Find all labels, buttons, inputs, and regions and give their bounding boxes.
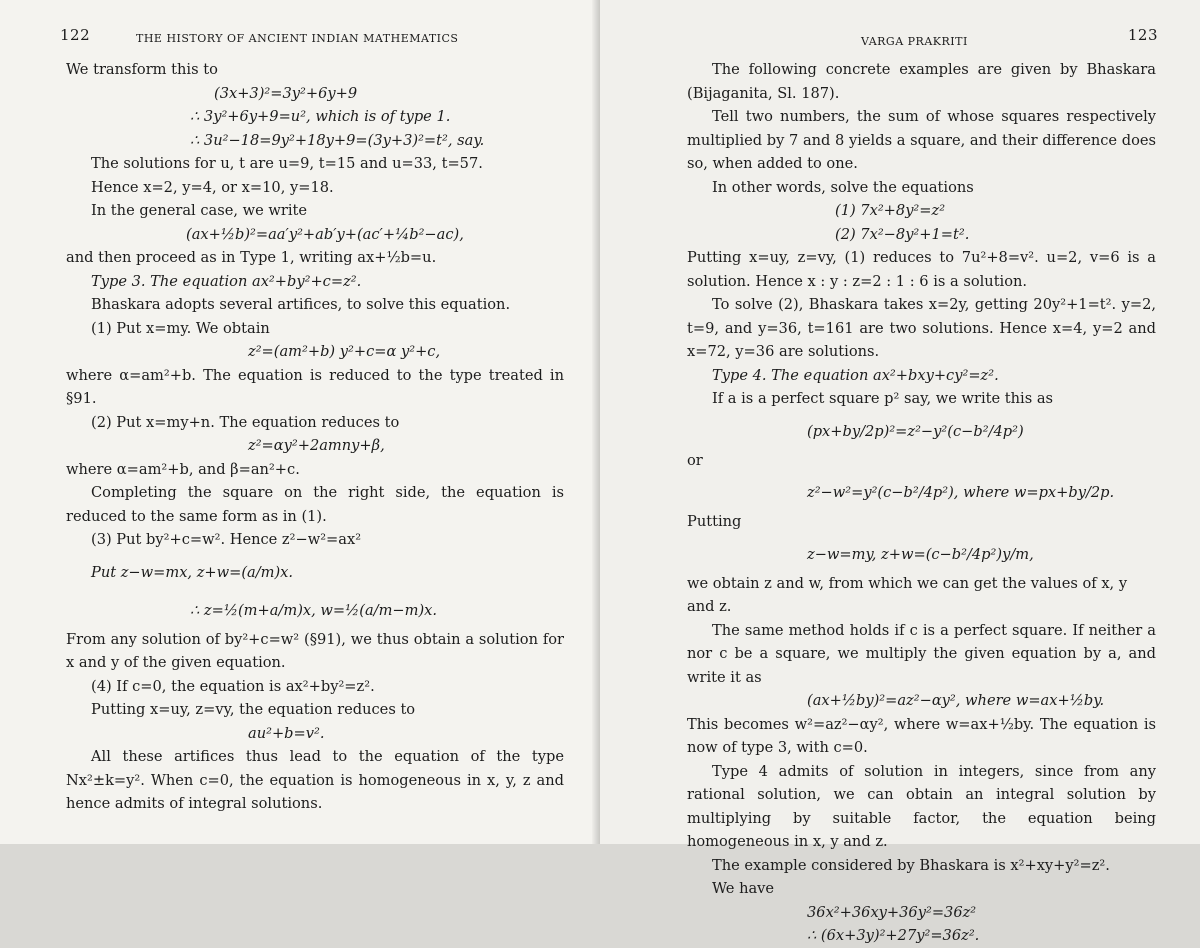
right-equation-7: 36x²+36xy+36y²=36z² (807, 903, 977, 921)
left-type3-caption: Type 3. The equation ax²+by²+c=z². (91, 272, 362, 290)
left-line-1: We transform this to (66, 61, 218, 78)
left-page (0, 0, 600, 844)
right-line-19: Type 4 admits of solution in integers, since from any rational solution, we can obtain an integral solution by multiplying by suitable factor, the equation being homogeneous in x, y and z. (687, 762, 1156, 850)
right-type4-caption: Type 4. The equation ax²+bxy+cy²=z². (712, 366, 999, 384)
right-line-15: we obtain z and w, from which we can get the values of x, y and z. (687, 574, 1128, 615)
left-line-23: (4) If c=0, the equation is ax²+by²=z². (91, 677, 375, 695)
left-line-24: Putting x=uy, z=vy, the equation reduces to (91, 701, 416, 718)
right-page-body (687, 58, 1156, 948)
right-line-1: The following concrete examples are given by Bhaskara (Bijaganita, Sl. 187). (687, 61, 1156, 102)
left-equation-9: au²+b=v². (248, 724, 325, 742)
right-line-or: or (687, 451, 703, 469)
left-equation-6: z²=αy²+2amny+β, (248, 437, 385, 454)
left-equation-4: (ax+½b)²=aa′y²+ab′y+(ac′+¼b²−ac), (186, 225, 464, 243)
right-line-21: We have (712, 880, 775, 897)
left-equation-7: Put z−w=mx, z+w=(a/m)x. (91, 563, 294, 581)
right-line-putting: Putting (687, 513, 742, 530)
left-page-body (66, 58, 564, 816)
left-line-15: (2) Put x=my+n. The equation reduces to (91, 413, 400, 431)
right-line-16: The same method holds if c is a perfect square. If neither a nor c be a square, we multiply the given equation by a, and write it as (687, 621, 1156, 686)
right-equation-8: ∴ (6x+3y)²+27y²=36z². (807, 927, 980, 944)
right-equation-5: z−w=my, z+w=(c−b²/4p²)y/m, (807, 545, 1034, 563)
right-line-2: Tell two numbers, the sum of whose squares respectively multiplied by 7 and 8 yields a square, and their difference does so, when added to one. (687, 108, 1156, 172)
left-line-26: All these artifices thus lead to the equation of the type Nx²±k=y². When c=0, the equation is homogeneous in x, y, z and hence admits of integral solutions. (66, 748, 564, 812)
right-equation-3: (px+by/2p)²=z²−y²(c−b²/4p²) (807, 422, 1024, 440)
left-line-17: where α=am²+b, and β=an²+c. (66, 460, 300, 478)
left-line-22: From any solution of by²+c=w² (§91), we thus obtain a solution for x and y of the given equation. (66, 630, 564, 671)
right-equation-4: z²−w²=y²(c−b²/4p²), where w=px+by/2p. (807, 484, 1115, 501)
left-line-5: The solutions for u, t are u=9, t=15 and u=33, t=57. (91, 155, 483, 172)
left-line-7: In the general case, we write (91, 202, 308, 219)
left-equation-5: z²=(am²+b) y²+c=α y²+c, (248, 343, 441, 360)
right-equation-2: (2) 7x²−8y²+1=t². (835, 225, 970, 243)
right-line-3: In other words, solve the equations (712, 178, 974, 196)
right-running-head (687, 24, 1156, 58)
left-equation-2: ∴ 3y²+6y+9=u², which is of type 1. (190, 108, 451, 125)
right-line-20: The example considered by Bhaskara is x²+xy+y²=z². (712, 856, 1110, 874)
right-page-number: 123 (1127, 26, 1158, 44)
left-line-12: (1) Put x=my. We obtain (91, 319, 270, 337)
left-line-11: Bhaskara adopts several artifices, to solve this equation. (91, 296, 511, 313)
right-running-title: VARGA PRAKRITI (861, 35, 968, 48)
left-line-19: (3) Put by²+c=w². Hence z²−w²=ax² (91, 531, 362, 548)
left-equation-3: ∴ 3u²−18=9y²+18y+9=(3y+3)²=t², say. (190, 131, 485, 149)
left-running-title: THE HISTORY OF ANCIENT INDIAN MATHEMATICS (136, 32, 459, 45)
left-page-number: 122 (60, 26, 91, 44)
left-line-6: Hence x=2, y=4, or x=10, y=18. (91, 178, 334, 196)
left-line-9: and then proceed as in Type 1, writing ax+½b=u. (66, 249, 437, 266)
left-running-head (60, 24, 564, 58)
left-equation-8: ∴ z=½(m+a/m)x, w=½(a/m−m)x. (190, 601, 438, 619)
right-equation-1: (1) 7x²+8y²=z² (835, 202, 946, 219)
right-equation-6: (ax+½by)²=az²−αy², where w=ax+½by. (807, 692, 1105, 709)
right-line-6: Putting x=uy, z=vy, (1) reduces to 7u²+8=v². u=2, v=6 is a solution. Hence x : y : z=2 : 1 : 6 is a solution. (687, 249, 1156, 290)
right-page (600, 0, 1200, 944)
left-equation-1: (3x+3)²=3y²+6y+9 (214, 84, 358, 102)
right-line-7: To solve (2), Bhaskara takes x=2y, getting 20y²+1=t². y=2, t=9, and y=36, t=161 are two solutions. Hence x=4, y=2 and x=72, y=36 are solutions. (687, 296, 1156, 360)
right-line-18: This becomes w²=az²−αy², where w=ax+½by. The equation is now of type 3, with c=0. (687, 715, 1156, 756)
left-line-18: Completing the square on the right side, the equation is reduced to the same form as in (1). (66, 484, 564, 525)
left-line-14: where α=am²+b. The equation is reduced to the type treated in §91. (66, 366, 564, 407)
right-line-9: If a is a perfect square p² say, we write this as (712, 390, 1054, 407)
